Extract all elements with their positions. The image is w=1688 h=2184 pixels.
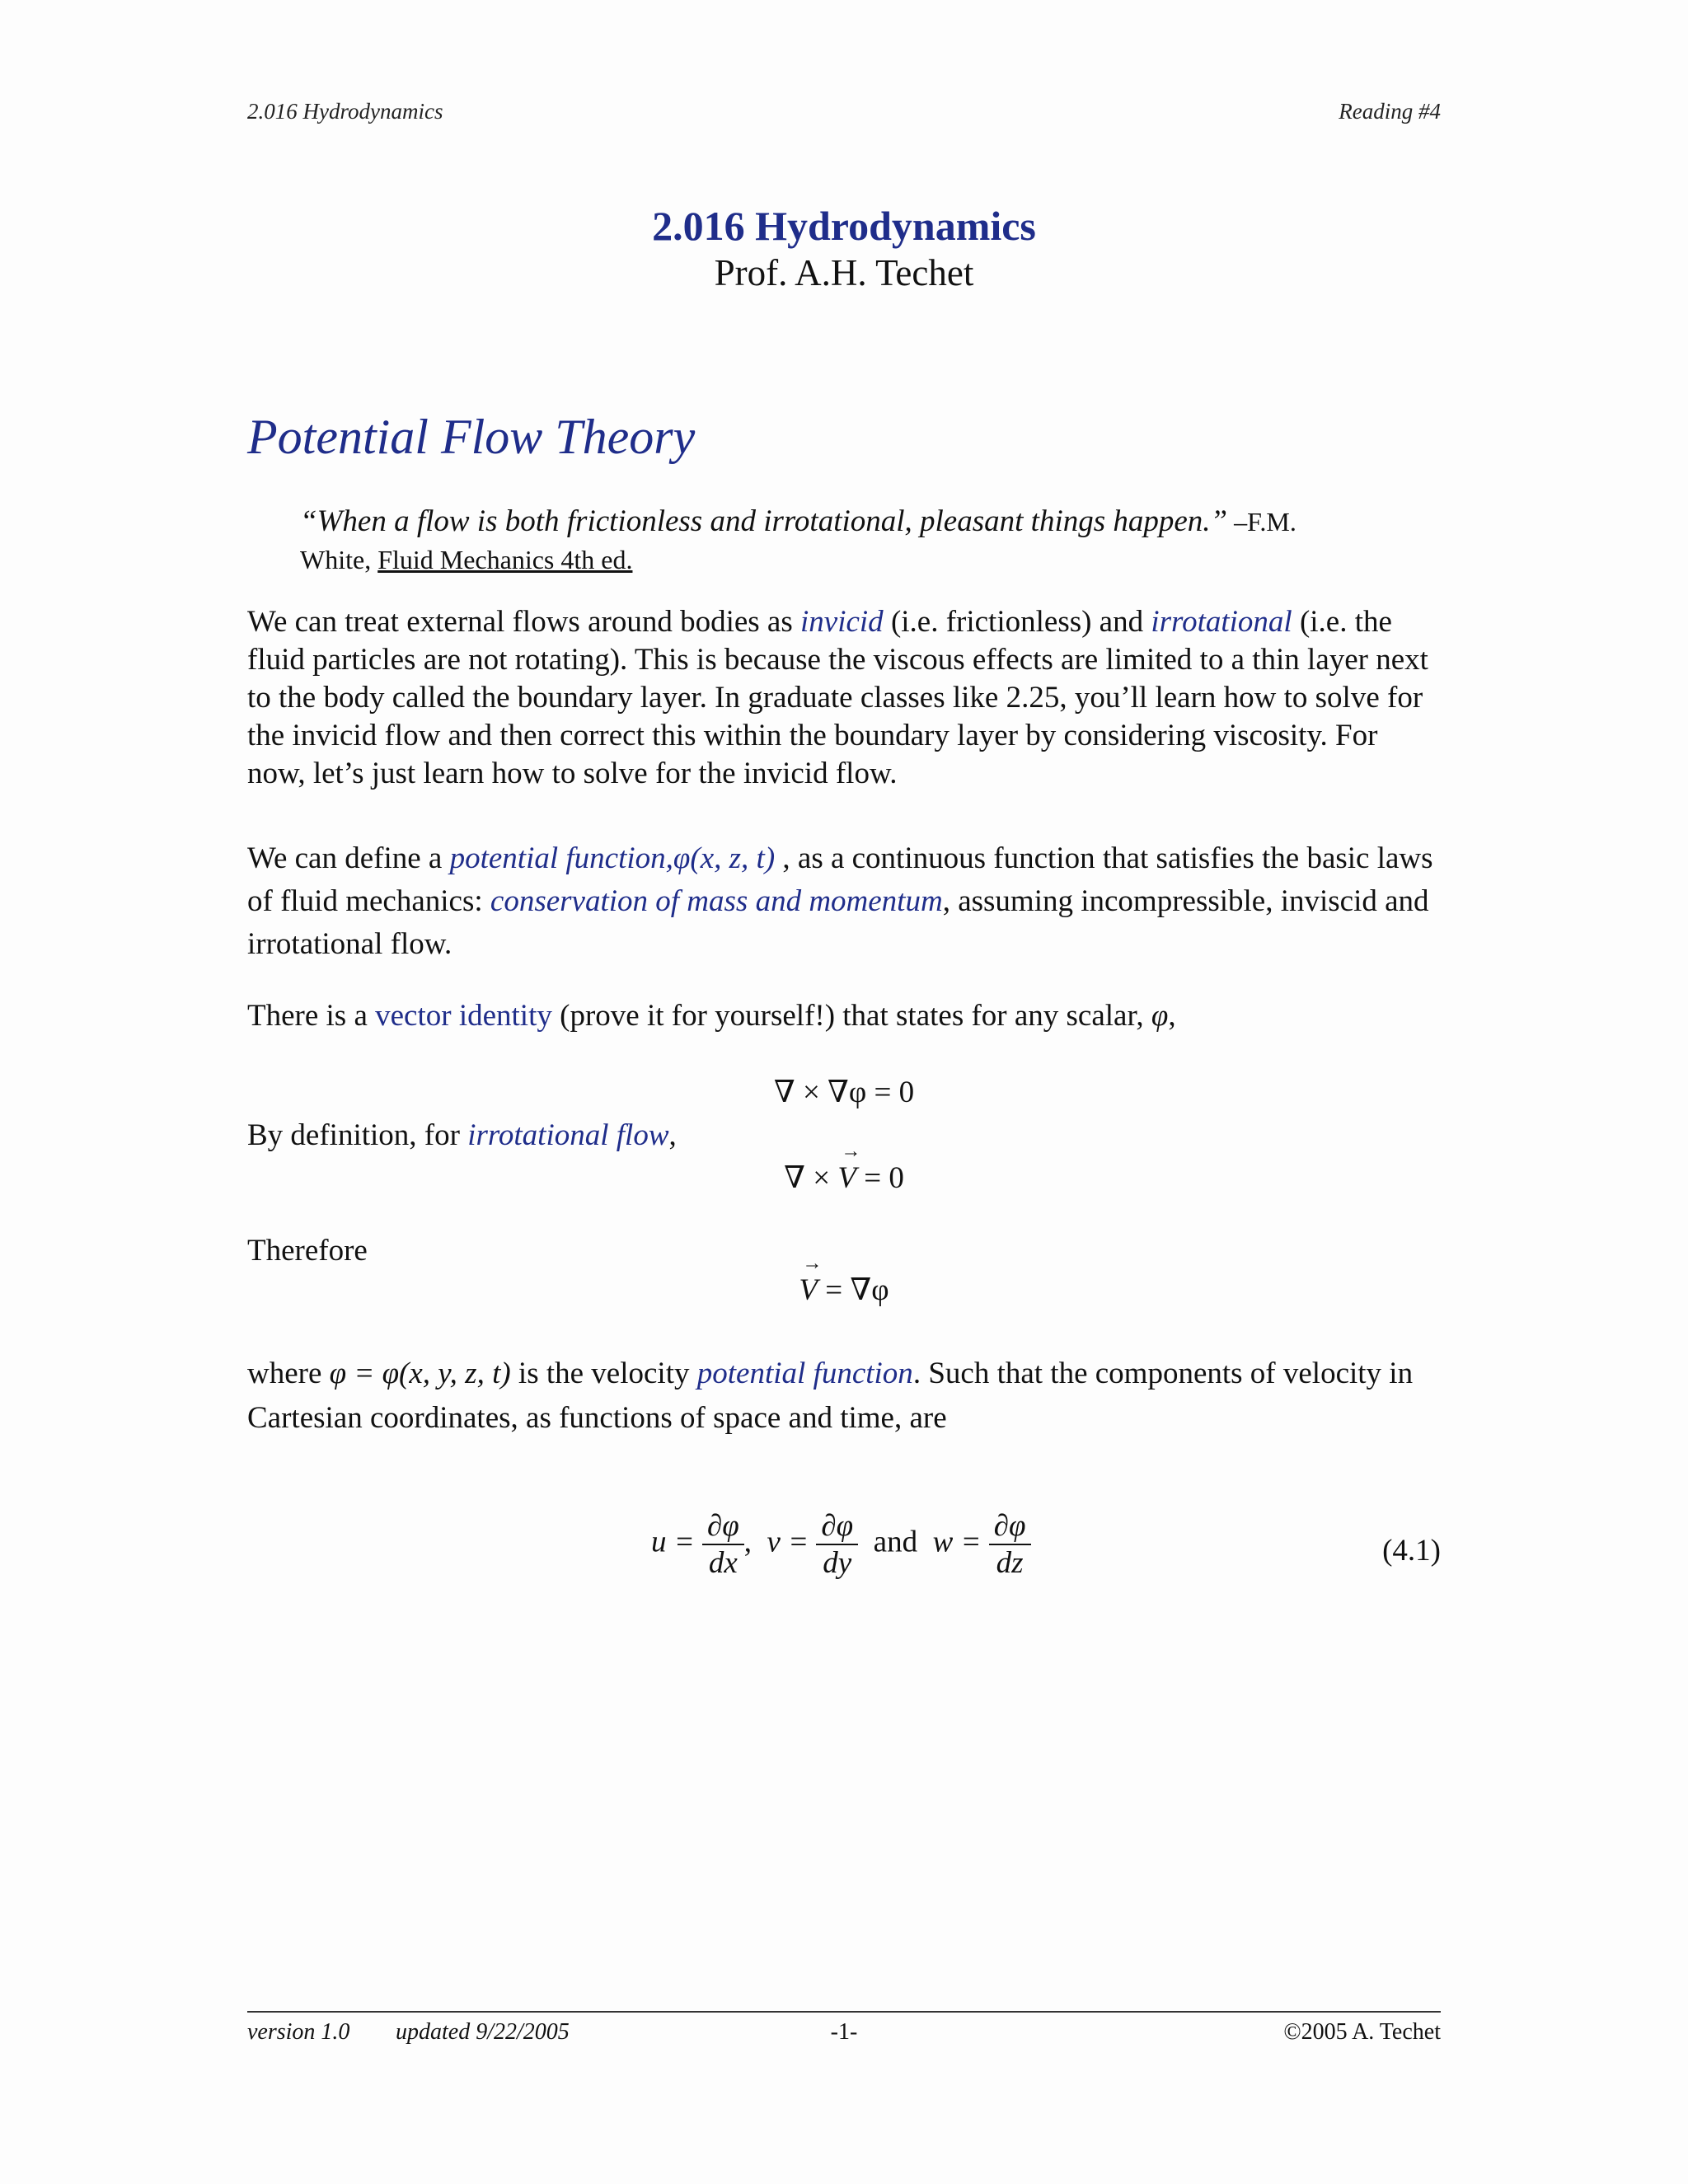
fraction-u: $\frac{\partial\varphi}{dx}$: [702, 1508, 744, 1581]
document-page: [247, 0, 1441, 2184]
paragraph-1: We can treat external flows around bodies as invicid (i.e. frictionless) and irrotational (i.e. the fluid particles are not rotating). This is because the viscous effects are limited to a thin layer next to the body called the boundary layer. In graduate classes like 2.25, you’ll learn how to solve for the invicid flow and then correct this within the boundary layer by considering viscosity. For now, let’s just learn how to solve for the invicid flow.: [247, 605, 1428, 790]
equation-curl-v: ∇ × → V = 0: [247, 1160, 1441, 1196]
equation-curl-grad: ∇ × ∇φ = 0: [773, 1076, 915, 1109]
quote-text: “When a flow is both frictionless and irrotational, pleasant things happen.”: [300, 504, 1228, 538]
footer-copyright: ©2005 A. Techet: [1283, 2019, 1441, 2045]
vector-v: → V: [799, 1272, 818, 1308]
header-course: 2.016 Hydrodynamics: [247, 99, 443, 124]
math-phi-xyzt: φ = φ(x, y, z, t): [329, 1357, 511, 1390]
term-conservation: conservation of mass and momentum: [490, 884, 943, 918]
math-phi: φ: [1151, 999, 1169, 1033]
term-potential-function-2: potential function: [696, 1357, 913, 1390]
page-number: -1-: [830, 2019, 858, 2045]
quote-dash: –F.M.: [1227, 507, 1296, 537]
course-title: 2.016 Hydrodynamics: [652, 203, 1036, 249]
paragraph-2: We can define a potential function,φ(x, z, t) , as a continuous function that satisfies the basic laws of fluid mechanics: conservation of mass and momentum, assuming incompressible, inviscid and irrotational flow.: [247, 841, 1433, 961]
footer-updated: updated 9/22/2005: [396, 2019, 570, 2045]
paragraph-6: where φ = φ(x, y, z, t) is the velocity potential function. Such that the components of velocity in Cartesian coordinates, as functions of space and time, are: [247, 1357, 1414, 1435]
footer-version: version 1.0: [247, 2019, 350, 2045]
footer-divider: [247, 2011, 1441, 2013]
equation-4-1: u = $\frac{\partial\varphi}{dx}$ , v = $\frac{\partial\varphi}{dy}$ and w = $\frac{\partial\varphi}{dz}$: [651, 1508, 1311, 1599]
epigraph-quote: [300, 503, 1396, 579]
author: Prof. A.H. Techet: [714, 252, 974, 293]
quote-book: Fluid Mechanics 4th ed.: [377, 545, 633, 574]
quote-author: White,: [300, 545, 378, 574]
term-irrotational-flow: irrotational flow: [467, 1118, 669, 1152]
term-irrotational: irrotational: [1151, 605, 1292, 639]
equation-number: (4.1): [1382, 1534, 1441, 1568]
header-reading: Reading #4: [1339, 99, 1441, 124]
math-phi-xzt: φ(x, z, t): [673, 841, 776, 875]
equation-v-grad-phi: → V = ∇φ: [247, 1272, 1441, 1308]
section-title: Potential Flow Theory: [247, 410, 696, 464]
fraction-v: $\frac{\partial\varphi}{dy}$: [816, 1508, 858, 1581]
paragraph-3: There is a vector identity (prove it for yourself!) that states for any scalar, φ,: [247, 999, 1176, 1033]
paragraph-5: Therefore: [247, 1234, 368, 1268]
fraction-w: $\frac{\partial\varphi}{dz}$: [989, 1508, 1031, 1581]
term-vector-identity: vector identity: [375, 999, 552, 1033]
term-invicid: invicid: [800, 605, 884, 639]
vector-v: → V: [837, 1160, 856, 1196]
term-potential-function: potential function,: [449, 841, 673, 875]
paragraph-4: By definition, for irrotational flow,: [247, 1118, 677, 1152]
